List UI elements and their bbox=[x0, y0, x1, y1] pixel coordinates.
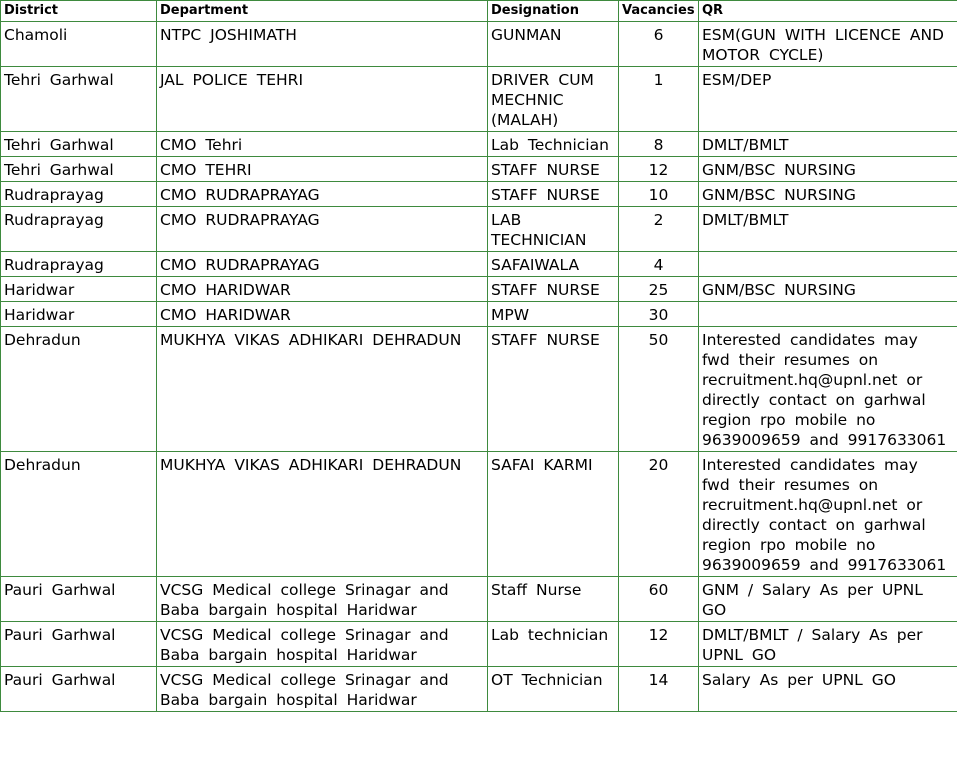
cell-designation: Staff Nurse bbox=[488, 577, 619, 622]
cell-district: Pauri Garhwal bbox=[1, 622, 157, 667]
cell-district: Tehri Garhwal bbox=[1, 132, 157, 157]
cell-designation: OT Technician bbox=[488, 667, 619, 712]
cell-department: CMO Tehri bbox=[157, 132, 488, 157]
cell-qr: Salary As per UPNL GO bbox=[699, 667, 957, 712]
cell-department: VCSG Medical college Srinagar and Baba bargain hospital Haridwar bbox=[157, 667, 488, 712]
cell-district: Rudraprayag bbox=[1, 207, 157, 252]
cell-vacancies: 1 bbox=[619, 67, 699, 132]
cell-department: CMO RUDRAPRAYAG bbox=[157, 252, 488, 277]
cell-department: MUKHYA VIKAS ADHIKARI DEHRADUN bbox=[157, 452, 488, 577]
cell-vacancies: 4 bbox=[619, 252, 699, 277]
cell-qr: ESM(GUN WITH LICENCE AND MOTOR CYCLE) bbox=[699, 22, 957, 67]
cell-department: CMO HARIDWAR bbox=[157, 277, 488, 302]
cell-vacancies: 8 bbox=[619, 132, 699, 157]
cell-designation: STAFF NURSE bbox=[488, 327, 619, 452]
cell-designation: SAFAI KARMI bbox=[488, 452, 619, 577]
cell-department: CMO RUDRAPRAYAG bbox=[157, 207, 488, 252]
cell-designation: Lab technician bbox=[488, 622, 619, 667]
cell-qr bbox=[699, 302, 957, 327]
cell-vacancies: 14 bbox=[619, 667, 699, 712]
cell-designation: MPW bbox=[488, 302, 619, 327]
cell-department: NTPC JOSHIMATH bbox=[157, 22, 488, 67]
cell-designation: STAFF NURSE bbox=[488, 157, 619, 182]
cell-designation: STAFF NURSE bbox=[488, 277, 619, 302]
cell-district: Dehradun bbox=[1, 452, 157, 577]
cell-vacancies: 25 bbox=[619, 277, 699, 302]
cell-department: VCSG Medical college Srinagar and Baba bargain hospital Haridwar bbox=[157, 622, 488, 667]
table-row bbox=[1, 252, 957, 277]
cell-district: Haridwar bbox=[1, 277, 157, 302]
cell-district: Tehri Garhwal bbox=[1, 157, 157, 182]
table-row bbox=[1, 182, 957, 207]
cell-qr: ESM/DEP bbox=[699, 67, 957, 132]
cell-qr: DMLT/BMLT bbox=[699, 207, 957, 252]
cell-district: Rudraprayag bbox=[1, 182, 157, 207]
table-row bbox=[1, 622, 957, 667]
cell-department: VCSG Medical college Srinagar and Baba bargain hospital Haridwar bbox=[157, 577, 488, 622]
cell-district: Chamoli bbox=[1, 22, 157, 67]
cell-department: CMO HARIDWAR bbox=[157, 302, 488, 327]
cell-designation: STAFF NURSE bbox=[488, 182, 619, 207]
cell-district: Tehri Garhwal bbox=[1, 67, 157, 132]
cell-designation: GUNMAN bbox=[488, 22, 619, 67]
cell-vacancies: 6 bbox=[619, 22, 699, 67]
cell-vacancies: 60 bbox=[619, 577, 699, 622]
cell-vacancies: 2 bbox=[619, 207, 699, 252]
cell-vacancies: 50 bbox=[619, 327, 699, 452]
cell-qr: DMLT/BMLT / Salary As per UPNL GO bbox=[699, 622, 957, 667]
table-row bbox=[1, 577, 957, 622]
table-row bbox=[1, 207, 957, 252]
cell-district: Haridwar bbox=[1, 302, 157, 327]
table-row bbox=[1, 452, 957, 577]
cell-district: Pauri Garhwal bbox=[1, 577, 157, 622]
cell-vacancies: 30 bbox=[619, 302, 699, 327]
table-row bbox=[1, 667, 957, 712]
cell-vacancies: 12 bbox=[619, 157, 699, 182]
cell-department: MUKHYA VIKAS ADHIKARI DEHRADUN bbox=[157, 327, 488, 452]
cell-designation: Lab Technician bbox=[488, 132, 619, 157]
table-row bbox=[1, 302, 957, 327]
header-department: Department bbox=[157, 1, 488, 22]
cell-designation: SAFAIWALA bbox=[488, 252, 619, 277]
cell-district: Pauri Garhwal bbox=[1, 667, 157, 712]
header-qr: QR bbox=[699, 1, 957, 22]
header-row bbox=[1, 1, 957, 22]
table-row bbox=[1, 277, 957, 302]
table-row bbox=[1, 132, 957, 157]
cell-qr bbox=[699, 252, 957, 277]
header-district: District bbox=[1, 1, 157, 22]
cell-department: CMO RUDRAPRAYAG bbox=[157, 182, 488, 207]
table-row bbox=[1, 157, 957, 182]
cell-designation: DRIVER CUM MECHNIC (MALAH) bbox=[488, 67, 619, 132]
cell-vacancies: 10 bbox=[619, 182, 699, 207]
cell-designation: LAB TECHNICIAN bbox=[488, 207, 619, 252]
cell-qr: GNM/BSC NURSING bbox=[699, 182, 957, 207]
cell-qr: Interested candidates may fwd their resumes on recruitment.hq@upnl.net or directly contact on garhwal region rpo mobile no 9639009659 and 9917633061 bbox=[699, 452, 957, 577]
cell-qr: GNM / Salary As per UPNL GO bbox=[699, 577, 957, 622]
table-row bbox=[1, 67, 957, 132]
table-row bbox=[1, 22, 957, 67]
cell-qr: GNM/BSC NURSING bbox=[699, 157, 957, 182]
cell-district: Rudraprayag bbox=[1, 252, 157, 277]
cell-district: Dehradun bbox=[1, 327, 157, 452]
header-vacancies: Vacancies bbox=[619, 1, 699, 22]
cell-qr: DMLT/BMLT bbox=[699, 132, 957, 157]
header-designation: Designation bbox=[488, 1, 619, 22]
cell-qr: Interested candidates may fwd their resumes on recruitment.hq@upnl.net or directly contact on garhwal region rpo mobile no 9639009659 and 9917633061 bbox=[699, 327, 957, 452]
cell-qr: GNM/BSC NURSING bbox=[699, 277, 957, 302]
cell-department: CMO TEHRI bbox=[157, 157, 488, 182]
cell-department: JAL POLICE TEHRI bbox=[157, 67, 488, 132]
cell-vacancies: 12 bbox=[619, 622, 699, 667]
cell-vacancies: 20 bbox=[619, 452, 699, 577]
table-row bbox=[1, 327, 957, 452]
